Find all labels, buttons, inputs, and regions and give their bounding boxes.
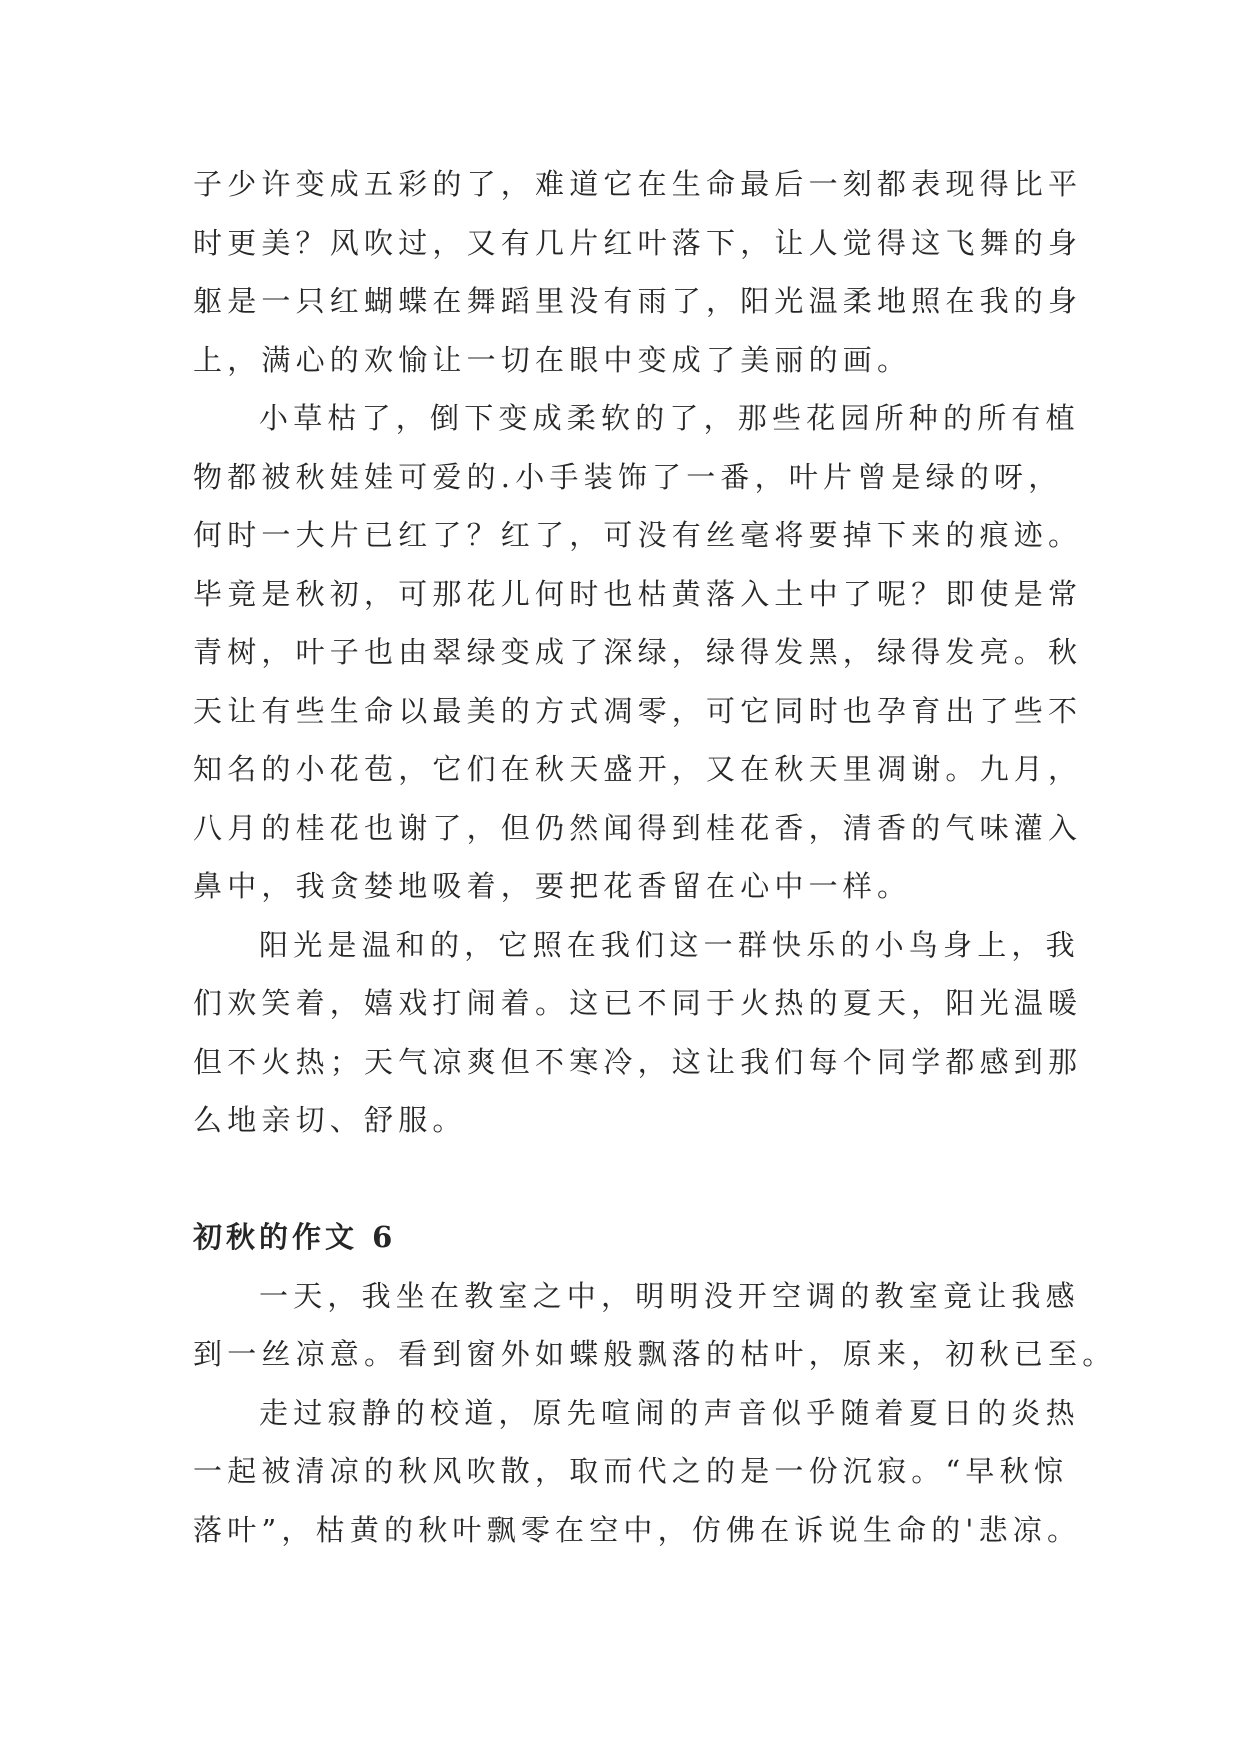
section-heading: 初秋的作文 6 (193, 1220, 397, 1254)
text-line: 到一丝凉意。看到窗外如蝶般飘落的枯叶，原来，初秋已至。 (193, 1337, 1117, 1371)
text-line: 一天，我坐在教室之中，明明没开空调的教室竟让我感 (259, 1278, 1080, 1313)
text-line: 时更美？风吹过，又有几片红叶落下，让人觉得这飞舞的身 (193, 225, 1083, 260)
text-line: 一起被清凉的秋风吹散，取而代之的是一份沉寂。“早秋惊 (193, 1454, 1069, 1488)
text-line: 小草枯了，倒下变成柔软的了，那些花园所种的所有植 (259, 401, 1080, 435)
text-line: 么地亲切、舒服。 (193, 1103, 467, 1137)
text-line: 天让有些生命以最美的方式凋零，可它同时也孕育出了些不 (193, 693, 1083, 728)
text-line: 何时一大片已红了？红了，可没有丝毫将要掉下来的痕迹。 (193, 518, 1083, 552)
text-line: 们欢笑着，嬉戏打闹着。这已不同于火热的夏天，阳光温暖 (193, 986, 1083, 1020)
paragraph (193, 389, 1083, 916)
text-line: 阳光是温和的，它照在我们这一群快乐的小鸟身上，我 (259, 927, 1080, 962)
text-line: 物都被秋娃娃可爱的.小手装饰了一番，叶片曾是绿的呀， (193, 459, 1063, 494)
text-line: 上，满心的欢愉让一切在眼中变成了美丽的画。 (193, 342, 912, 377)
paragraph (193, 1267, 1117, 1384)
text-line: 毕竟是秋初，可那花儿何时也枯黄落入土中了呢？即使是常 (193, 576, 1083, 611)
text-line: 走过寂静的校道，原先喧闹的声音似乎随着夏日的炎热 (259, 1395, 1080, 1430)
text-line: 知名的小花苞，它们在秋天盛开，又在秋天里凋谢。九月， (193, 752, 1083, 786)
paragraph (193, 916, 1083, 1150)
blank-line (193, 1150, 1063, 1209)
text-line: 落叶”，枯黄的秋叶飘零在空中，仿佛在诉说生命的'悲凉。 (193, 1512, 1082, 1547)
paragraph (193, 155, 1083, 389)
text-line: 八月的桂花也谢了，但仍然闻得到桂花香，清香的气味灌入 (193, 810, 1083, 845)
paragraph (193, 1384, 1082, 1560)
document-body (193, 155, 1117, 1559)
text-line: 躯是一只红蝴蝶在舞蹈里没有雨了，阳光温柔地照在我的身 (193, 284, 1083, 318)
text-line: 子少许变成五彩的了，难道它在生命最后一刻都表现得比平 (193, 167, 1083, 201)
text-line: 鼻中，我贪婪地吸着，要把花香留在心中一样。 (193, 869, 912, 903)
text-line: 青树，叶子也由翠绿变成了深绿，绿得发黑，绿得发亮。秋 (193, 635, 1083, 669)
text-line: 但不火热；天气凉爽但不寒冷，这让我们每个同学都感到那 (193, 1044, 1083, 1079)
